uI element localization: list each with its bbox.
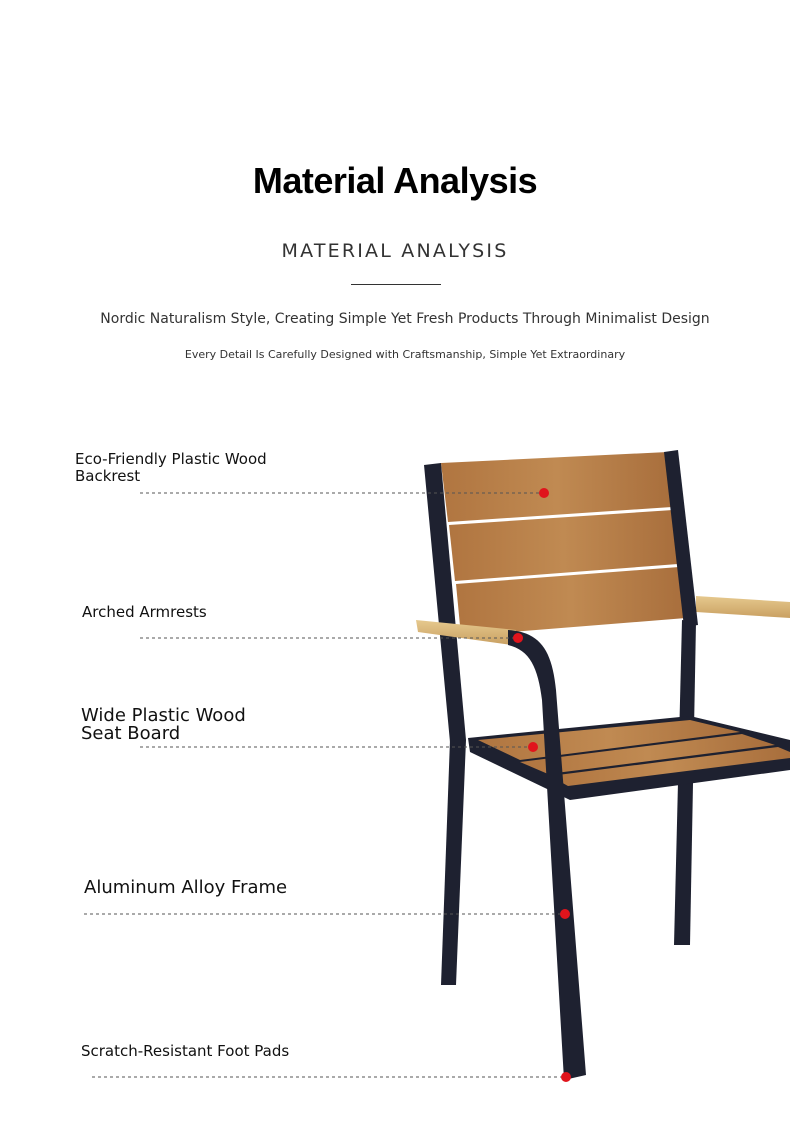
feature-label-backrest-line1: Eco-Friendly Plastic Wood <box>75 450 267 468</box>
marker-dot-frame <box>560 909 570 919</box>
right-armrest <box>696 596 790 618</box>
leader-lines <box>84 493 566 1077</box>
tagline-text: Every Detail Is Carefully Designed with Craftsmanship, Simple Yet Extraordinary <box>184 348 626 361</box>
page-subtitle: MATERIAL ANALYSIS <box>281 240 509 262</box>
front-left-arch-leg <box>508 630 586 1080</box>
marker-dot-armrests <box>513 633 523 643</box>
backrest-planks <box>441 452 686 636</box>
feature-label-seat-line2: Seat Board <box>81 723 181 744</box>
rear-left-leg <box>441 740 466 985</box>
marker-dot-backrest <box>539 488 549 498</box>
feature-label-frame-line1: Aluminum Alloy Frame <box>84 877 288 898</box>
feature-label-foot-pads-line1: Scratch-Resistant Foot Pads <box>81 1042 290 1060</box>
feature-label-armrests-line1: Arched Armrests <box>82 603 207 621</box>
marker-dot-foot-pads <box>561 1072 571 1082</box>
description-text: Nordic Naturalism Style, Creating Simple Yet Fresh Products Through Minimalist Design <box>100 311 710 327</box>
marker-dot-seat <box>528 742 538 752</box>
feature-label-seat-line1: Wide Plastic Wood <box>81 705 246 726</box>
feature-label-backrest-line2: Backrest <box>75 466 141 485</box>
page-title: Material Analysis <box>252 160 538 201</box>
